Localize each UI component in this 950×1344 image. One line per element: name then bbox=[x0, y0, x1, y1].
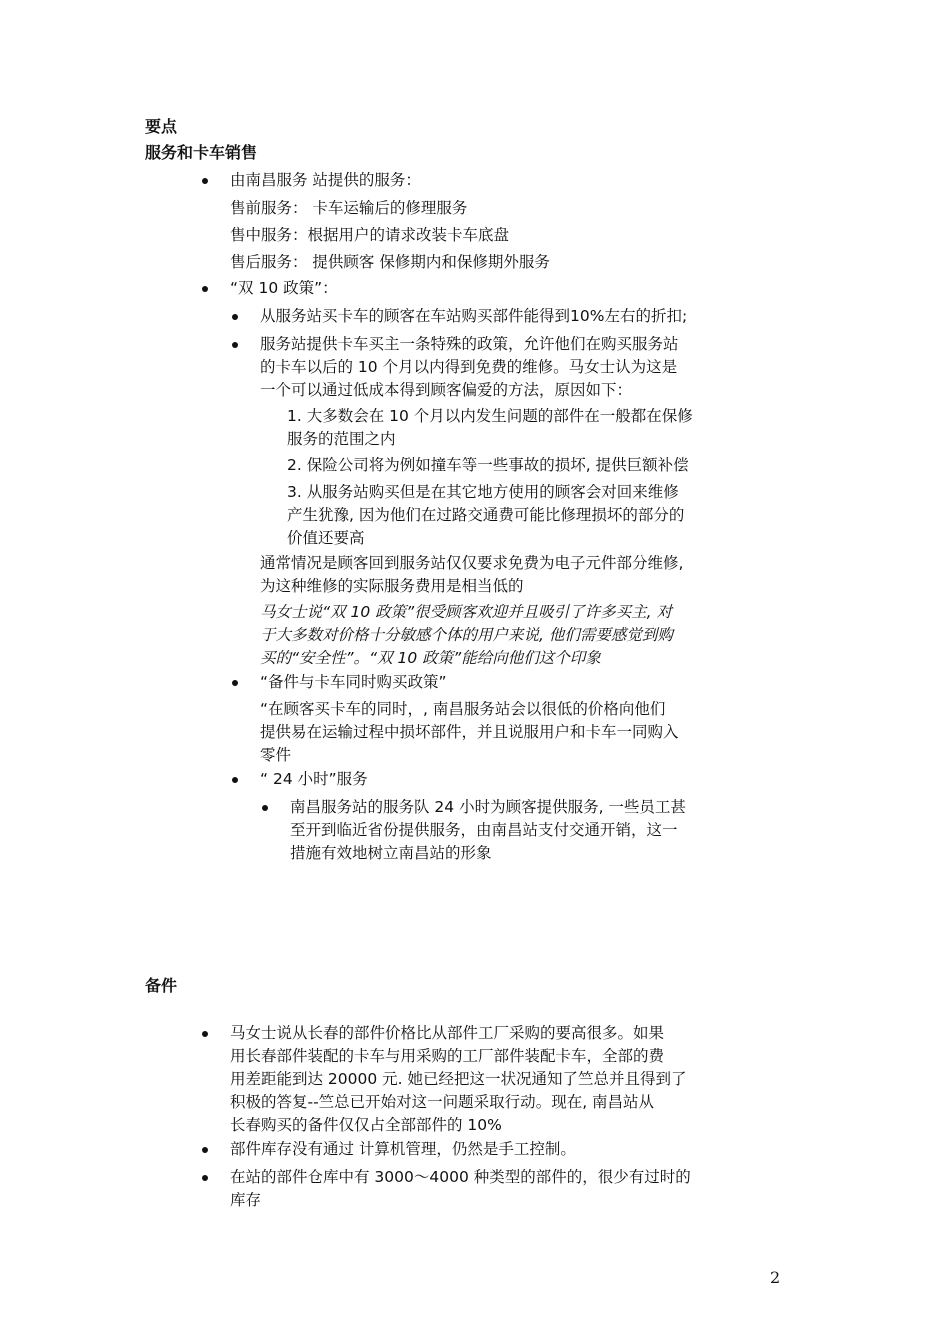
parts-b2: 部件库存没有通过 计算机管理，仍然是手工控制。 bbox=[230, 1140, 576, 1158]
mid-sale-service: 售中服务：根据用户的请求改装卡车底盘 bbox=[230, 226, 510, 244]
parts-policy-title: “备件与卡车同时购买政策” bbox=[260, 673, 447, 691]
parts-b1-line: 用差距能到达 20000 元. 她已经把这一状况通知了竺总并且得到了 bbox=[230, 1070, 687, 1088]
usual-line: 通常情况是顾客回到服务站仅仅要求免费为电子元件部分维修, bbox=[260, 554, 684, 572]
bullet-icon bbox=[232, 680, 238, 686]
policy-bullet-2-line: 的卡车以后的 10 个月以内得到免费的维修。马女士认为这是 bbox=[260, 358, 678, 376]
h24-line: 措施有效地树立南昌站的形象 bbox=[290, 844, 492, 862]
after-sale-service: 售后服务： 提供顾客 保修期内和保修期外服务 bbox=[230, 253, 550, 271]
parts-policy-line: 提供易在运输过程中损坏部件，并且说服用户和卡车一同购入 bbox=[260, 723, 679, 741]
policy-title: “双 10 政策”： bbox=[230, 279, 338, 297]
page-number: 2 bbox=[770, 1268, 781, 1287]
bullet-icon bbox=[202, 1147, 208, 1153]
reason-3-line: 3. 从服务站购买但是在其它地方使用的顾客会对回来维修 bbox=[287, 483, 679, 501]
parts-b1-line: 积极的答复--竺总已开始对这一问题采取行动。现在, 南昌站从 bbox=[230, 1093, 655, 1111]
bullet-icon bbox=[232, 314, 238, 320]
quote-line: 买的“安全性”。“双 10 政策”能给向他们这个印象 bbox=[260, 649, 601, 667]
heading-service-sales: 服务和卡车销售 bbox=[145, 143, 258, 162]
pre-sale-service: 售前服务： 卡车运输后的修理服务 bbox=[230, 199, 468, 217]
parts-b3-line: 在站的部件仓库中有 3000～4000 种类型的部件的，很少有过时的 bbox=[230, 1168, 691, 1186]
policy-bullet-2-line: 服务站提供卡车买主一条特殊的政策，允许他们在购买服务站 bbox=[260, 335, 679, 353]
policy-bullet-1: 从服务站买卡车的顾客在车站购买部件能得到10%左右的折扣; bbox=[260, 307, 688, 325]
h24-line: 南昌服务站的服务队 24 小时为顾客提供服务, 一些员工甚 bbox=[290, 798, 686, 816]
reason-1-line: 服务的范围之内 bbox=[287, 430, 396, 448]
reason-3-line: 产生犹豫, 因为他们在过路交通费可能比修理损坏的部分的 bbox=[287, 506, 685, 524]
parts-b1-line: 长春购买的备件仅仅占全部部件的 10% bbox=[230, 1116, 502, 1134]
parts-policy-line: 零件 bbox=[260, 746, 292, 764]
h24-title: “ 24 小时”服务 bbox=[260, 770, 368, 788]
reason-1-line: 1. 大多数会在 10 个月以内发生问题的部件在一般都在保修 bbox=[287, 407, 693, 425]
parts-b1-line: 用长春部件装配的卡车与用采购的工厂部件装配卡车，全部的费 bbox=[230, 1047, 665, 1065]
bullet-icon bbox=[202, 1031, 208, 1037]
heading-spare-parts: 备件 bbox=[145, 976, 178, 995]
bullet-icon bbox=[232, 342, 238, 348]
quote-line: 于大多数对价格十分敏感个体的用户来说, 他们需要感觉到购 bbox=[260, 626, 673, 644]
bullet-icon bbox=[232, 777, 238, 783]
bullet-icon bbox=[202, 1175, 208, 1181]
usual-line: 为这种维修的实际服务费用是相当低的 bbox=[260, 577, 524, 595]
reason-3-line: 价值还要高 bbox=[287, 529, 365, 547]
services-intro: 由南昌服务 站提供的服务： bbox=[230, 171, 421, 189]
parts-b3-line: 库存 bbox=[230, 1191, 262, 1209]
quote-line: 马女士说“双 10 政策”很受顾客欢迎并且吸引了许多买主, 对 bbox=[260, 603, 672, 621]
parts-policy-line: “在顾客买卡车的同时，, 南昌服务站会以很低的价格向他们 bbox=[260, 700, 666, 718]
bullet-icon bbox=[202, 286, 208, 292]
parts-b1-line: 马女士说从长春的部件价格比从部件工厂采购的要高很多。如果 bbox=[230, 1024, 665, 1042]
policy-bullet-2-line: 一个可以通过低成本得到顾客偏爱的方法，原因如下： bbox=[260, 381, 633, 399]
heading-key-points: 要点 bbox=[145, 117, 178, 136]
h24-line: 至开到临近省份提供服务，由南昌站支付交通开销，这一 bbox=[290, 821, 678, 839]
bullet-icon bbox=[262, 805, 268, 811]
reason-2-line: 2. 保险公司将为例如撞车等一些事故的损坏, 提供巨额补偿 bbox=[287, 456, 689, 474]
bullet-icon bbox=[202, 178, 208, 184]
